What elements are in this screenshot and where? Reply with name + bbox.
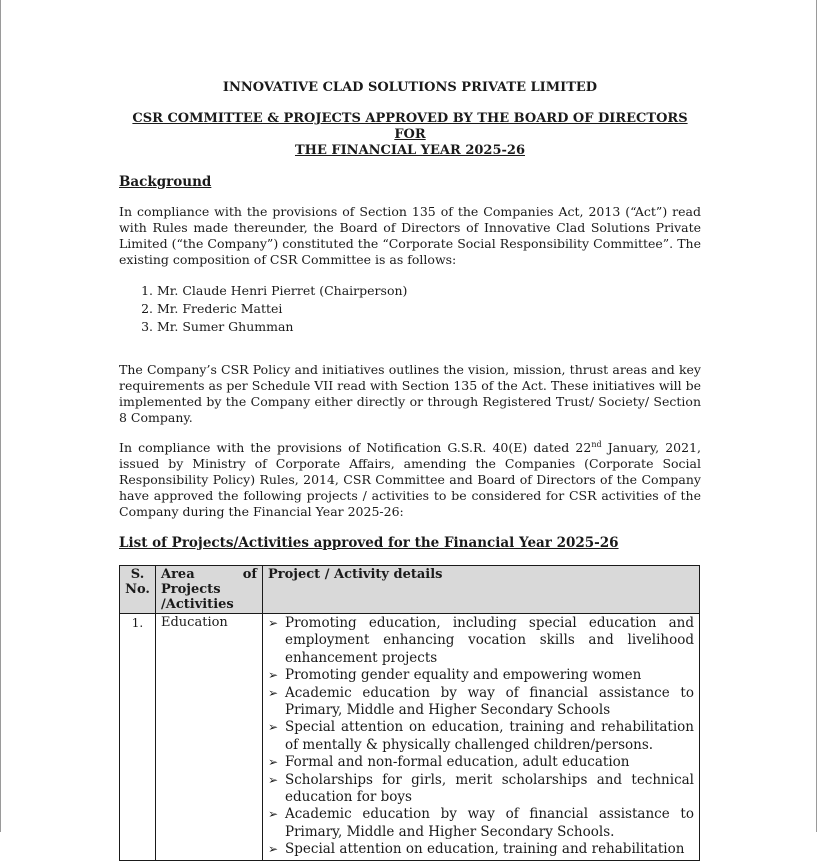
background-paragraph: In compliance with the provisions of Section 135 of the Companies Act, 2013 (“Act”) read with Rules made thereunder, the Board of Directors of Innovative Clad Solutions Private Limited (“the Company”) constituted the “Corporate Social Responsibility Committee”. The existing composition of CSR Committee is as follows: bbox=[119, 204, 701, 267]
member-item: 1. Mr. Claude Henri Pierret (Chairperson) bbox=[157, 282, 701, 300]
row-area: Education bbox=[156, 614, 263, 861]
detail-item bbox=[268, 685, 694, 720]
detail-text: Promoting education, including special education and employment enhancing vocation skills and livelihood enhancement projects bbox=[285, 615, 694, 666]
header-area-line3: /Activities bbox=[161, 597, 234, 612]
arrow-bullet-icon: ➢ bbox=[268, 668, 279, 683]
heading-line-1: CSR COMMITTEE & PROJECTS APPROVED BY THE BOARD OF DIRECTORS FOR bbox=[132, 111, 688, 142]
member-item: 3. Mr. Sumer Ghumman bbox=[157, 318, 701, 336]
detail-text: Formal and non-formal education, adult education bbox=[285, 754, 630, 771]
table-row bbox=[120, 614, 700, 861]
arrow-bullet-icon: ➢ bbox=[268, 720, 279, 735]
row-sno: 1. bbox=[120, 614, 156, 861]
document-heading bbox=[119, 111, 701, 159]
row-details bbox=[263, 614, 700, 861]
header-sno bbox=[120, 566, 156, 614]
arrow-bullet-icon: ➢ bbox=[268, 685, 279, 700]
heading-line-2: THE FINANCIAL YEAR 2025-26 bbox=[294, 143, 525, 158]
detail-item bbox=[268, 667, 694, 684]
arrow-bullet-icon: ➢ bbox=[268, 755, 279, 770]
arrow-bullet-icon: ➢ bbox=[268, 842, 279, 857]
page-edge-left bbox=[0, 0, 1, 832]
detail-item bbox=[268, 615, 694, 667]
table-header-row bbox=[120, 566, 700, 614]
header-area-line1 bbox=[161, 567, 257, 582]
header-area-word-of: of bbox=[242, 567, 257, 582]
detail-text: Special attention on education, training and rehabilitation of mentally & physically challenged children/persons. bbox=[285, 719, 694, 753]
header-area-word-area: Area bbox=[161, 567, 195, 582]
header-sno-line2: No. bbox=[125, 582, 150, 597]
detail-text: Academic education by way of financial assistance to Primary, Middle and Higher Secondary Schools. bbox=[285, 806, 694, 840]
notification-text-a: In compliance with the provisions of Notification G.S.R. 40(E) dated 22 bbox=[119, 440, 592, 455]
arrow-bullet-icon: ➢ bbox=[268, 616, 279, 630]
notification-paragraph bbox=[119, 440, 701, 520]
company-name: INNOVATIVE CLAD SOLUTIONS PRIVATE LIMITED bbox=[222, 80, 598, 95]
member-item: 2. Mr. Frederic Mattei bbox=[157, 300, 701, 318]
document-body bbox=[119, 80, 701, 861]
page-edge-right bbox=[816, 0, 817, 832]
committee-member-list bbox=[119, 282, 701, 336]
spacer bbox=[119, 336, 701, 362]
detail-item bbox=[268, 719, 694, 754]
header-area bbox=[156, 566, 263, 614]
projects-list-title: List of Projects/Activities approved for the Financial Year 2025-26 bbox=[119, 535, 619, 551]
arrow-bullet-icon: ➢ bbox=[268, 807, 279, 822]
detail-text: Special attention on education, training and rehabilitation bbox=[285, 841, 685, 858]
detail-text: Scholarships for girls, merit scholarships and technical education for boys bbox=[285, 771, 694, 806]
header-details: Project / Activity details bbox=[263, 566, 700, 614]
notification-superscript: nd bbox=[591, 439, 602, 449]
details-list bbox=[268, 615, 694, 859]
detail-text: Promoting gender equality and empowering women bbox=[285, 667, 642, 684]
header-sno-line1: S. bbox=[130, 567, 145, 582]
detail-item bbox=[268, 806, 694, 841]
notification-text-b: January, 2021, issued by Ministry of Corporate Affairs, amending the Companies (Corporate Social Responsibility Policy) Rules, 2014, CSR Committee and Board of Directors of the Company have approved the following projects / activities to be considered for CSR activities of the Company during the Financial Year 2025-26: bbox=[119, 440, 701, 519]
header-area-line2: Projects bbox=[161, 582, 221, 597]
detail-item bbox=[268, 772, 694, 807]
projects-table bbox=[119, 565, 700, 861]
background-title: Background bbox=[119, 174, 212, 190]
policy-paragraph: The Company’s CSR Policy and initiatives outlines the vision, mission, thrust areas and key requirements as per Schedule VII read with Section 135 of the Act. These initiatives will be implemented by the Company either directly or through Registered Trust/ Society/ Section 8 Company. bbox=[119, 362, 701, 425]
arrow-bullet-icon: ➢ bbox=[268, 772, 279, 787]
detail-item bbox=[268, 754, 694, 771]
detail-item bbox=[268, 841, 694, 858]
detail-text: Academic education by way of financial assistance to Primary, Middle and Higher Secondary Schools bbox=[285, 684, 694, 719]
